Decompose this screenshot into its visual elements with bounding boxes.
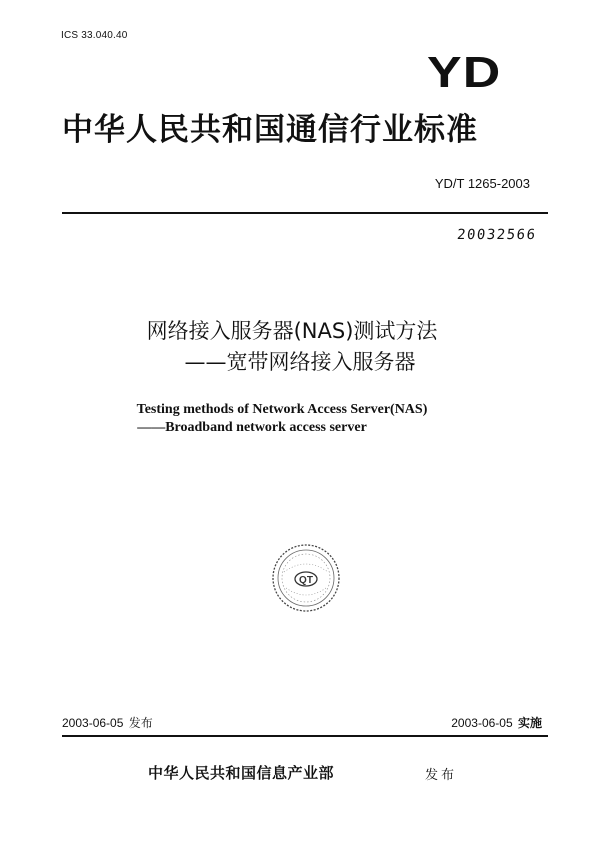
cn-title-line-2: ——宽带网络接入服务器 xyxy=(184,350,416,374)
cn-title-line-1: 网络接入服务器(NAS)测试方法 xyxy=(146,319,438,343)
implementation-date xyxy=(451,714,542,731)
implementation-label: 实施 xyxy=(517,716,542,730)
issue-date xyxy=(62,714,153,731)
library-stamp xyxy=(270,542,342,614)
handwritten-number: 20032566 xyxy=(455,227,537,243)
yd-logo: YD xyxy=(427,48,502,97)
ics-code: ICS 33.040.40 xyxy=(61,30,128,41)
implementation-date-value: 2003-06-05 xyxy=(451,716,513,730)
publish-label: 发布 xyxy=(425,768,458,783)
standard-category-title: 中华人民共和国通信行业标准 xyxy=(62,112,478,148)
issue-label: 发布 xyxy=(128,716,153,730)
en-title-line-2: ——Broadband network access server xyxy=(137,420,367,435)
issue-date-value: 2003-06-05 xyxy=(62,716,124,730)
en-title-line-1: Testing methods of Network Access Server(NAS) xyxy=(136,402,428,417)
footer-divider xyxy=(62,735,548,737)
publisher-name: 中华人民共和国信息产业部 xyxy=(148,764,335,782)
stamp-text: QT xyxy=(299,575,313,586)
header-divider xyxy=(62,212,548,214)
standard-number: YD/T 1265-2003 xyxy=(434,176,530,191)
